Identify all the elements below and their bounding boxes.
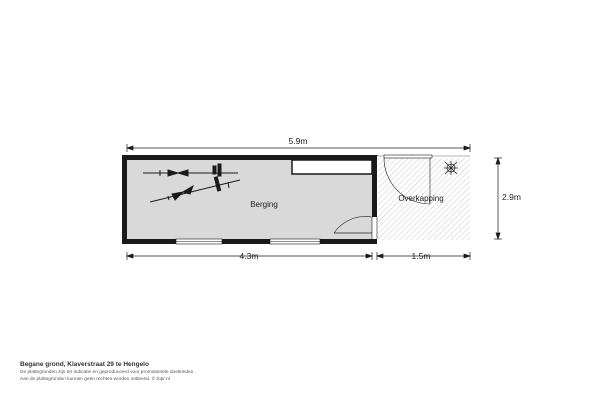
footer: [20, 360, 580, 383]
light-icon: [444, 161, 458, 175]
disclaimer-line-2: [20, 376, 580, 383]
plan-title: Begane grond, Klaverstraat 29 te Hengelo: [20, 361, 149, 368]
room-label-overkapping: Overkapping: [398, 194, 444, 203]
dimension-label-height: 2.9m: [502, 192, 521, 202]
dimension-label-berging-width: 4.3m: [239, 251, 259, 261]
brand-label: © topr.nl: [151, 377, 170, 382]
room-label-berging: Berging: [250, 200, 278, 209]
disclaimer-text: Aan de plattegronden kunnen geen rechten worden ontleend.: [20, 377, 151, 382]
dimension-label-total-width: 5.9m: [288, 136, 308, 146]
storage-cabinet: [292, 160, 372, 174]
disclaimer-line-1: De plattegronden zijn ter indicatie en geproduceerd voor promotionele doeleinden.: [20, 370, 195, 375]
dimension-label-overkapping-width: 1.5m: [411, 251, 431, 261]
dimension-height: [494, 158, 502, 239]
